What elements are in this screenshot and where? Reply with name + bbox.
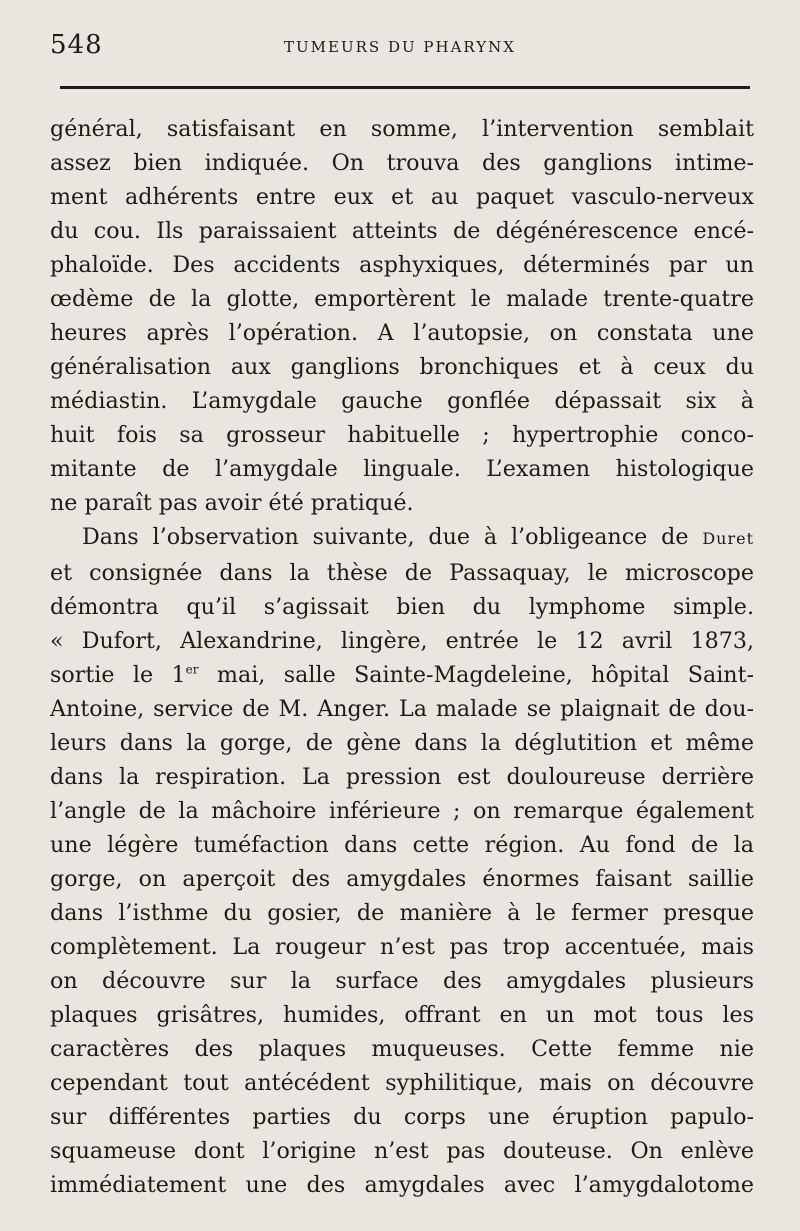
text-line: général, satisfaisant en somme, l’intervention semblait [50,116,754,142]
text-line: œdème de la glotte, emportèrent le malade trente-quatre [50,286,754,312]
text-line: et consignée dans la thèse de Passaquay, le microscope [50,560,754,586]
running-head: TUMEURS DU PHARYNX [284,38,516,56]
text-line: médiastin. L’amygdale gauche gonflée dépassait six à [50,388,754,414]
page-number: 548 [50,30,103,60]
text-line: démontra qu’il s’agissait bien du lymphome simple. [50,594,754,620]
text-line [50,520,754,556]
text-line: squameuse dont l’origine n’est pas douteuse. On enlève [50,1138,754,1164]
text-line: une légère tuméfaction dans cette région. Au fond de la [50,832,754,858]
text-line: caractères des plaques muqueuses. Cette femme nie [50,1036,754,1062]
text-line: assez bien indiquée. On trouva des ganglions intime- [50,150,754,176]
text-line: « Dufort, Alexandrine, lingère, entrée le 12 avril 1873, [50,628,754,654]
text-line: plaques grisâtres, humides, offrant en un mot tous les [50,1002,754,1028]
text-line: ment adhérents entre eux et au paquet vasculo-nerveux [50,184,754,210]
text-line: mitante de l’amygdale linguale. L’examen histologique [50,456,754,482]
text-line: gorge, on aperçoit des amygdales énormes faisant saillie [50,866,754,892]
text-line: cependant tout antécédent syphilitique, mais on découvre [50,1070,754,1096]
text-line: généralisation aux ganglions bronchiques et à ceux du [50,354,754,380]
text-line: leurs dans la gorge, de gène dans la déglutition et même [50,730,754,756]
text-line: dans la respiration. La pression est douloureuse derrière [50,764,754,790]
text-line: complètement. La rougeur n’est pas trop accentuée, mais [50,934,754,960]
text-line: du cou. Ils paraissaient atteints de dégénérescence encé- [50,218,754,244]
header-rule [60,86,750,89]
text-line: dans l’isthme du gosier, de manière à le fermer presque [50,900,754,926]
text-segment: mai, salle Sainte-Magdeleine, hôpital Saint- [198,662,754,688]
text-line: huit fois sa grosseur habituelle ; hypertrophie conco- [50,422,754,448]
body-text [50,112,754,1202]
text-line: on découvre sur la surface des amygdales plusieurs [50,968,754,994]
text-line: sur différentes parties du corps une éruption papulo- [50,1104,754,1130]
superscript: er [185,662,199,677]
text-line: ne paraît pas avoir été pratiqué. [50,490,414,516]
text-line: heures après l’opération. A l’autopsie, on constata une [50,320,754,346]
page-header [50,30,750,66]
text-line: immédiatement une des amygdales avec l’amygdalotome [50,1172,754,1198]
text-line: l’angle de la mâchoire inférieure ; on remarque également [50,798,754,824]
author-name-smallcaps: Duret [702,529,754,548]
text-segment: sortie le 1 [50,662,186,688]
text-line: phaloïde. Des accidents asphyxiques, déterminés par un [50,252,754,278]
text-line [50,658,754,692]
text-line: Antoine, service de M. Anger. La malade se plaignait de dou- [50,696,754,722]
text-segment: Dans l’observation suivante, due à l’obligeance de [82,524,703,550]
